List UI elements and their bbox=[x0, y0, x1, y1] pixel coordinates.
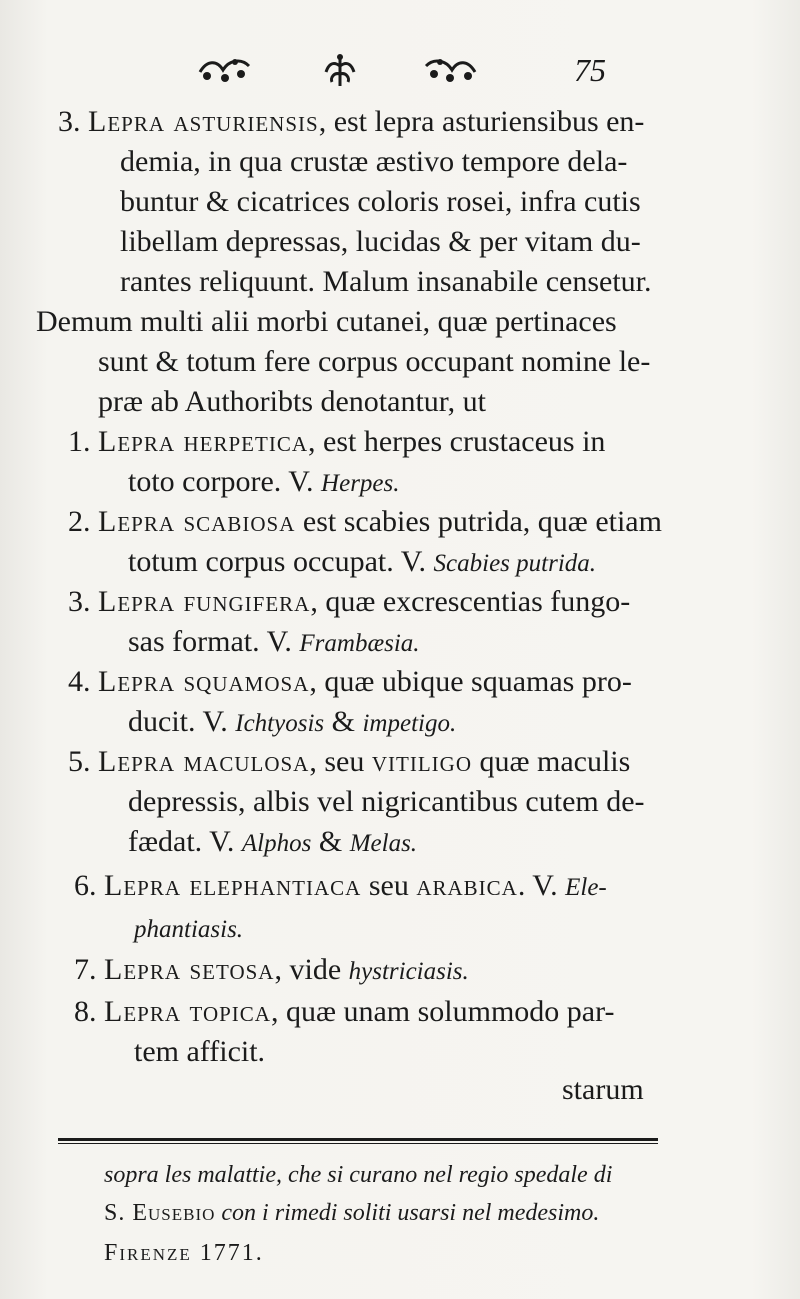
entry-term: Lepra fungifera bbox=[98, 585, 311, 618]
floral-ornament-left-icon bbox=[195, 52, 255, 88]
footer-line-1: sopra les malattie, che si curano nel regio spedale di bbox=[104, 1162, 613, 1188]
entry-number: 5. bbox=[68, 745, 91, 778]
entry-number: 7. bbox=[74, 953, 97, 986]
cross-reference: Scabies putrida. bbox=[433, 550, 597, 577]
entry-1-herpetica bbox=[68, 424, 605, 460]
cross-reference: impetigo. bbox=[362, 710, 457, 737]
entry-number: 3. bbox=[68, 585, 91, 618]
entry-term: Lepra squamosa bbox=[98, 665, 310, 698]
entry-text: , seu bbox=[309, 745, 365, 778]
entry-number: 3. bbox=[58, 105, 81, 138]
footer-rule-thick bbox=[58, 1138, 658, 1141]
entry-text: sas format. V. bbox=[128, 625, 292, 658]
footer-place: S. Eusebio bbox=[104, 1200, 216, 1226]
text-line: rantes reliquunt. Malum insanabile censetur. bbox=[120, 265, 652, 298]
entry-text: , est herpes crustaceus in bbox=[308, 425, 606, 458]
text-line bbox=[134, 910, 243, 948]
cross-reference: Frambæsia. bbox=[299, 630, 420, 657]
entry-term: Lepra scabiosa bbox=[98, 505, 296, 538]
cross-reference: hystriciasis. bbox=[348, 958, 469, 985]
cross-reference: Herpes. bbox=[321, 470, 400, 497]
entry-term: vitiligo bbox=[371, 745, 472, 778]
entry-5-maculosa bbox=[68, 744, 630, 780]
text-line: sunt & totum fere corpus occupant nomine le- bbox=[98, 345, 651, 378]
ampersand: & bbox=[331, 705, 355, 738]
footer-text: con i rimedi soliti usarsi nel medesimo. bbox=[221, 1200, 600, 1226]
entry-text: toto corpore. V. bbox=[128, 465, 314, 498]
text-line bbox=[128, 704, 456, 742]
cross-reference: Alphos bbox=[241, 830, 312, 857]
entry-text: ducit. V. bbox=[128, 705, 228, 738]
entry-term: Lepra asturiensis bbox=[88, 105, 319, 138]
page-number: 75 bbox=[574, 52, 606, 88]
text-line: tem afficit. bbox=[134, 1035, 266, 1068]
entry-text: . V. bbox=[517, 869, 558, 902]
entry-text: , quæ unam solummodo par- bbox=[270, 995, 615, 1028]
footer-rule-thin bbox=[58, 1143, 658, 1144]
entry-text: , est lepra asturiensibus en- bbox=[318, 105, 645, 138]
text-line bbox=[128, 624, 420, 662]
text-line: depressis, albis vel nigricantibus cutem de- bbox=[128, 785, 645, 818]
entry-text: , quæ ubique squamas pro- bbox=[309, 665, 632, 698]
text-line bbox=[128, 464, 400, 502]
entry-text: totum corpus occupat. V. bbox=[128, 545, 427, 578]
entry-6-elephantiaca bbox=[74, 868, 607, 906]
entry-8-topica bbox=[74, 994, 615, 1030]
entry-text: quæ maculis bbox=[479, 745, 631, 778]
header-ornaments bbox=[195, 52, 495, 92]
entry-text: fædat. V. bbox=[128, 825, 235, 858]
text-line: præ ab Authoribts denotantur, ut bbox=[98, 385, 486, 418]
cross-reference: Ele- bbox=[565, 874, 607, 901]
entry-term: Lepra topica bbox=[104, 995, 271, 1028]
entry-text: seu bbox=[368, 869, 409, 902]
entry-term: Lepra elephantiaca bbox=[104, 869, 362, 902]
cross-reference: Ichtyosis bbox=[235, 710, 325, 737]
cross-reference: Melas. bbox=[349, 830, 418, 857]
entry-term: Lepra herpetica bbox=[98, 425, 309, 458]
entry-term: Lepra maculosa bbox=[98, 745, 310, 778]
text-line: libellam depressas, lucidas & per vitam du- bbox=[120, 225, 641, 258]
ampersand: & bbox=[318, 825, 343, 858]
entry-number: 6. bbox=[74, 869, 97, 902]
entry-text: , vide bbox=[274, 953, 342, 986]
entry-number: 1. bbox=[68, 425, 91, 458]
floral-ornament-right-icon bbox=[420, 52, 480, 88]
entry-7-setosa bbox=[74, 952, 469, 990]
entry-number: 8. bbox=[74, 995, 97, 1028]
footer-line-2 bbox=[104, 1198, 599, 1228]
entry-3-asturiensis bbox=[58, 104, 644, 140]
floral-ornament-center-icon bbox=[320, 52, 360, 88]
text-line bbox=[128, 544, 596, 582]
entry-term: arabica bbox=[416, 869, 518, 902]
text-line: buntur & cicatrices coloris rosei, infra cutis bbox=[120, 185, 641, 218]
entry-number: 2. bbox=[68, 505, 91, 538]
text-line: Demum multi alii morbi cutanei, quæ pertinaces bbox=[36, 305, 617, 338]
footer-imprint: Firenze 1771. bbox=[104, 1240, 264, 1266]
entry-2-scabiosa bbox=[68, 504, 662, 540]
text-line: demia, in qua crustæ æstivo tempore dela- bbox=[120, 145, 628, 178]
entry-text: est scabies putrida, quæ etiam bbox=[302, 505, 662, 538]
entry-text: , quæ excrescentias fungo- bbox=[310, 585, 631, 618]
entry-3-fungifera bbox=[68, 584, 630, 620]
cross-reference: phantiasis. bbox=[134, 916, 244, 943]
text-line bbox=[128, 824, 417, 862]
catchword: starum bbox=[562, 1073, 644, 1106]
entry-term: Lepra setosa bbox=[104, 953, 275, 986]
entry-4-squamosa bbox=[68, 664, 632, 700]
entry-number: 4. bbox=[68, 665, 91, 698]
